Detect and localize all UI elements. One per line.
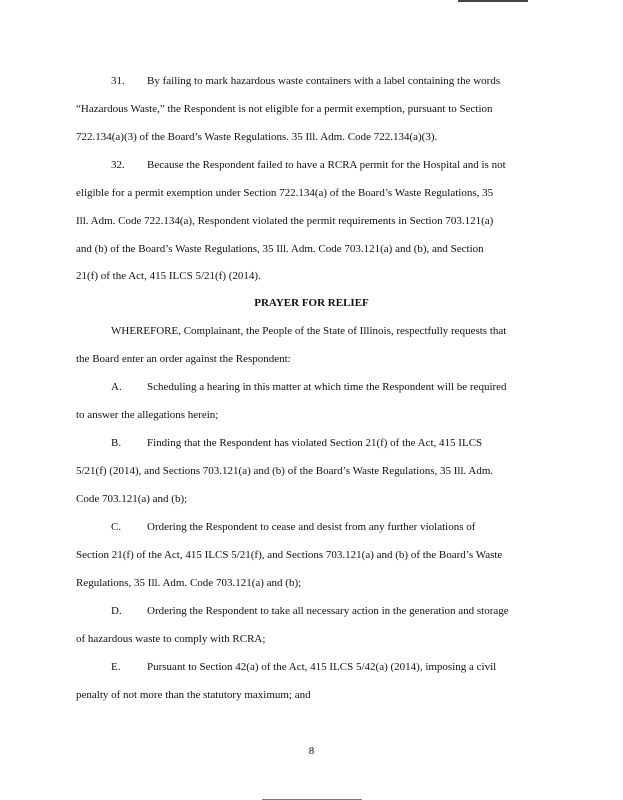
item-d-line-2: of hazardous waste to comply with RCRA;: [76, 633, 266, 645]
paragraph-32-line-5: 21(f) of the Act, 415 ILCS 5/21(f) (2014).: [76, 270, 261, 282]
paragraph-number: 31.: [111, 75, 125, 87]
item-c-line-1: [76, 521, 583, 534]
line-text: Scheduling a hearing in this matter at which time the Respondent will be required: [147, 381, 507, 393]
item-e-line-1: [76, 661, 583, 674]
scan-artifact-top: [458, 0, 528, 2]
item-e-line-2: penalty of not more than the statutory maximum; and: [76, 689, 311, 701]
wherefore-line-2: the Board enter an order against the Respondent:: [76, 353, 291, 365]
paragraph-31-line-2: “Hazardous Waste,” the Respondent is not eligible for a permit exemption, pursuant to Section: [76, 103, 493, 115]
page-number: 8: [308, 745, 315, 757]
item-d-line-1: [76, 605, 583, 618]
paragraph-number: 32.: [111, 159, 125, 171]
item-a-line-1: [76, 381, 583, 394]
paragraph-32-line-1: [76, 159, 583, 172]
paragraph-32-line-2: eligible for a permit exemption under Section 722.134(a) of the Board’s Waste Regulations, 35: [76, 187, 494, 199]
line-text: Because the Respondent failed to have a RCRA permit for the Hospital and is not: [147, 159, 506, 171]
item-letter: B.: [111, 437, 122, 449]
item-b-line-1: [76, 437, 583, 450]
item-letter: D.: [111, 605, 122, 617]
line-text: Ordering the Respondent to cease and desist from any further violations of: [147, 521, 476, 533]
paragraph-31-line-1: [76, 75, 583, 88]
item-a-line-2: to answer the allegations herein;: [76, 409, 219, 421]
item-letter: E.: [111, 661, 121, 673]
paragraph-32-line-4: and (b) of the Board’s Waste Regulations, 35 Ill. Adm. Code 703.121(a) and (b), and Section: [76, 243, 484, 255]
section-heading: PRAYER FOR RELIEF: [254, 297, 369, 309]
item-letter: C.: [111, 521, 122, 533]
item-b-line-3: Code 703.121(a) and (b);: [76, 493, 188, 505]
item-b-line-2: 5/21(f) (2014), and Sections 703.121(a) and (b) of the Board’s Waste Regulations, 35 Ill. Adm.: [76, 465, 494, 477]
item-c-line-2: Section 21(f) of the Act, 415 ILCS 5/21(f), and Sections 703.121(a) and (b) of the Board’s Waste: [76, 549, 503, 561]
line-text: Pursuant to Section 42(a) of the Act, 415 ILCS 5/42(a) (2014), imposing a civil: [147, 661, 497, 673]
item-letter: A.: [111, 381, 122, 393]
line-text: By failing to mark hazardous waste containers with a label containing the words: [147, 75, 501, 87]
paragraph-32-line-3: Ill. Adm. Code 722.134(a), Respondent violated the permit requirements in Section 703.121(a): [76, 215, 494, 227]
line-text: Finding that the Respondent has violated Section 21(f) of the Act, 415 ILCS: [147, 437, 483, 449]
paragraph-31-line-3: 722.134(a)(3) of the Board’s Waste Regulations. 35 Ill. Adm. Code 722.134(a)(3).: [76, 131, 438, 143]
line-text: Ordering the Respondent to take all necessary action in the generation and storage: [147, 605, 509, 617]
item-c-line-3: Regulations, 35 Ill. Adm. Code 703.121(a) and (b);: [76, 577, 302, 589]
wherefore-line-1: WHEREFORE, Complainant, the People of the State of Illinois, respectfully requests that: [111, 325, 507, 337]
